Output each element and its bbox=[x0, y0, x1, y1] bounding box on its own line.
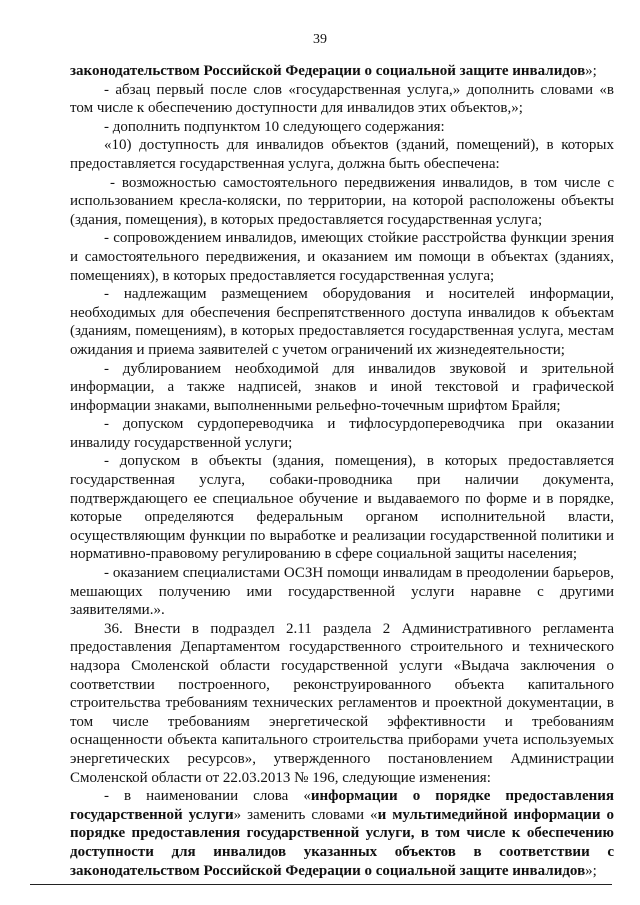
paragraph bbox=[70, 229, 614, 285]
paragraph bbox=[70, 564, 614, 620]
page-number: 39 bbox=[313, 32, 327, 47]
paragraph bbox=[70, 136, 614, 173]
text-segment: » заменить словами « bbox=[233, 806, 378, 823]
text-segment: »; bbox=[585, 862, 597, 879]
bold-text: информации о порядке предоставления государственной услуги bbox=[70, 788, 614, 823]
text-segment: - в наименовании слова « bbox=[104, 788, 311, 805]
paragraph bbox=[70, 620, 614, 787]
text-segment: - абзац первый после слов «государственная услуга,» дополнить словами «в том числе к обеспечению доступности для инвалидов этих объектов,»; bbox=[70, 81, 614, 117]
document-body bbox=[70, 62, 614, 880]
paragraph bbox=[70, 81, 614, 118]
text-segment: - сопровождением инвалидов, имеющих стойкие расстройства функции зрения и самостоятельного передвижения, и оказанием им помощи в объектах (зданиях, помещениях), в которых предоставляется государственная услуга; bbox=[70, 230, 614, 284]
text-segment: 36. Внести в подраздел 2.11 раздела 2 Административного регламента предоставления Департаментом государственного строительного и технического надзора Смоленской области государственной услуги «Выдача заключения о соответствии построенного, реконструированного объекта капитального строительства требованиям технических регламентов и проектной документации, в том числе требованиям энергетической эффективности и требованиям оснащенности объекта капитального строительства приборами учета используемых энергетических ресурсов», утвержденного постановлением Администрации Смоленской области от 22.03.2013 № 196, следующие изменения: bbox=[70, 620, 614, 786]
text-segment: »; bbox=[585, 63, 597, 79]
paragraph bbox=[70, 360, 614, 416]
text-segment: - надлежащим размещением оборудования и носителей информации, необходимых для обеспечения беспрепятственного доступа инвалидов к объектам (зданиям, помещениям), в которых предоставляется государственная услуга, местам ожидания и приема заявителей с учетом ограничений их жизнедеятельности; bbox=[70, 286, 614, 358]
paragraph bbox=[70, 118, 614, 137]
paragraph bbox=[70, 787, 614, 880]
text-segment: - допуском в объекты (здания, помещения), в которых предоставляется государственная услуга, собаки-проводника при наличии документа, подтверждающего ее специальное обучение и выдаваемого по форме и в порядке, которые определяются федеральным органом исполнительной власти, осуществляющим функции по выработке и реализации государственной политики и нормативно-правовому регулированию в сфере социальной защиты населения; bbox=[70, 453, 614, 563]
bold-text: и мультимедийной информации о порядке предоставления государственной услуги, в том числе к обеспечению доступности для инвалидов указанных объектов в соответствии с законодательством Российской Федерации о социальной защите инвалидов bbox=[70, 806, 614, 879]
text-segment: - возможностью самостоятельного передвижения инвалидов, в том числе с использованием кресла-коляски, по территории, на которой расположены объекты (здания, помещения), в которых предоставляется государственная услуга; bbox=[70, 174, 614, 228]
bold-text: законодательством Российской Федерации о социальной защите инвалидов bbox=[70, 63, 586, 79]
text-segment: - дублированием необходимой для инвалидов звуковой и зрительной информации, а также надписей, знаков и иной текстовой и графической информации знаками, выполненными рельефно-точечным шрифтом Брайля; bbox=[70, 360, 614, 414]
text-segment: - дополнить подпунктом 10 следующего содержания: bbox=[104, 118, 445, 135]
text-segment: - оказанием специалистами ОСЗН помощи инвалидам в преодолении барьеров, мешающих получению ими государственной услуги наравне с другими заявителями.». bbox=[70, 565, 614, 619]
paragraph bbox=[70, 285, 614, 359]
bottom-divider bbox=[30, 884, 612, 885]
paragraph bbox=[70, 62, 614, 81]
text-segment: «10) доступность для инвалидов объектов (зданий, помещений), в которых предоставляется государственная услуга, должна быть обеспечена: bbox=[70, 137, 614, 172]
paragraph bbox=[70, 174, 614, 230]
paragraph bbox=[70, 415, 614, 452]
text-segment: - допуском сурдопереводчика и тифлосурдопереводчика при оказании инвалиду государственной услуги; bbox=[70, 416, 614, 451]
paragraph bbox=[70, 452, 614, 564]
